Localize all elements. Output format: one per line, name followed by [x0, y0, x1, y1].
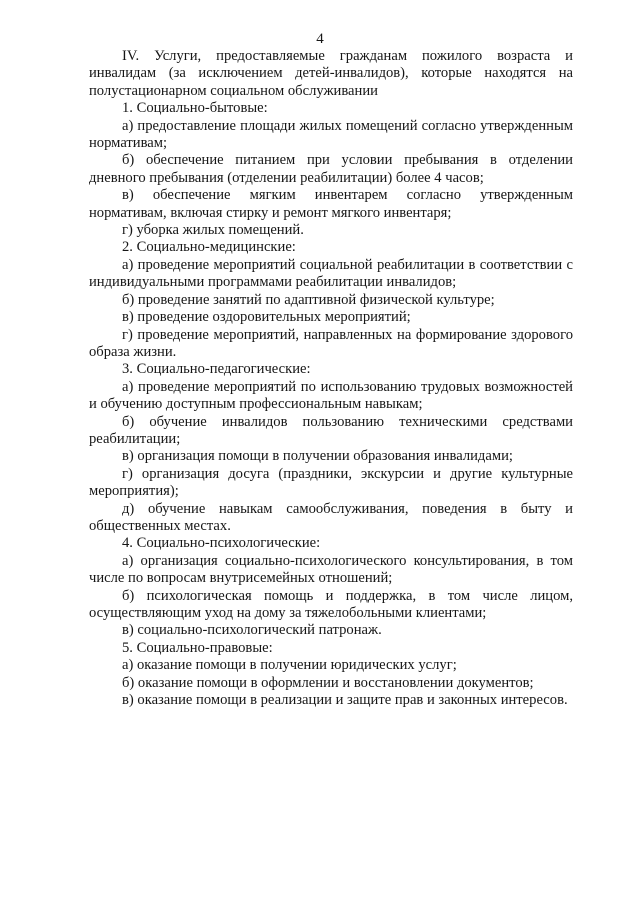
- document-body: [89, 48, 573, 709]
- paragraph: б) обеспечение питанием при условии пребывания в отделении дневного пребывания (отделении реабилитации) более 4 часов;: [89, 152, 573, 186]
- paragraph: д) обучение навыкам самообслуживания, поведения в быту и общественных местах.: [89, 500, 573, 534]
- paragraph: а) предоставление площади жилых помещений согласно утвержденным нормативам;: [89, 117, 573, 152]
- paragraph: г) организация досуга (праздники, экскурсии и другие культурные мероприятия);: [89, 465, 573, 500]
- paragraph: в) оказание помощи в реализации и защите прав и законных интересов.: [122, 692, 568, 709]
- paragraph: б) проведение занятий по адаптивной физической культуре;: [122, 291, 495, 308]
- paragraph: 3. Социально-педагогические:: [122, 361, 311, 378]
- paragraph: в) социально-психологический патронаж.: [122, 622, 382, 639]
- paragraph: а) организация социально-психологического консультирования, в том числе по вопросам внутрисемейных отношений;: [89, 552, 573, 587]
- paragraph: в) обеспечение мягким инвентарем согласно утвержденным нормативам, включая стирку и ремонт мягкого инвентаря;: [89, 187, 573, 221]
- paragraph: а) проведение мероприятий по использованию трудовых возможностей и обучению доступным профессиональным навыкам;: [89, 378, 573, 413]
- paragraph: 5. Социально-правовые:: [122, 639, 273, 656]
- paragraph: а) оказание помощи в получении юридических услуг;: [122, 657, 457, 674]
- paragraph: б) психологическая помощь и поддержка, в том числе лицом, осуществляющим уход на дому за тяжелобольными клиентами;: [89, 587, 573, 621]
- section-heading: IV. Услуги, предоставляемые гражданам пожилого возраста и инвалидам (за исключением детей-инвалидов), которые находятся на полустационарном социальном обслуживании: [89, 48, 573, 99]
- page-number: 4: [316, 31, 324, 47]
- paragraph: г) уборка жилых помещений.: [122, 222, 304, 239]
- paragraph: 4. Социально-психологические:: [122, 535, 321, 552]
- paragraph: б) оказание помощи в оформлении и восстановлении документов;: [122, 674, 534, 691]
- paragraph: б) обучение инвалидов пользованию техническими средствами реабилитации;: [89, 413, 573, 447]
- paragraph: в) организация помощи в получении образования инвалидами;: [122, 448, 513, 465]
- paragraph: 1. Социально-бытовые:: [122, 100, 268, 117]
- paragraph: в) проведение оздоровительных мероприятий;: [122, 309, 411, 326]
- paragraph: г) проведение мероприятий, направленных на формирование здорового образа жизни.: [89, 326, 573, 360]
- paragraph: 2. Социально-медицинские:: [122, 239, 296, 256]
- paragraph: а) проведение мероприятий социальной реабилитации в соответствии с индивидуальными программами реабилитации инвалидов;: [89, 256, 573, 291]
